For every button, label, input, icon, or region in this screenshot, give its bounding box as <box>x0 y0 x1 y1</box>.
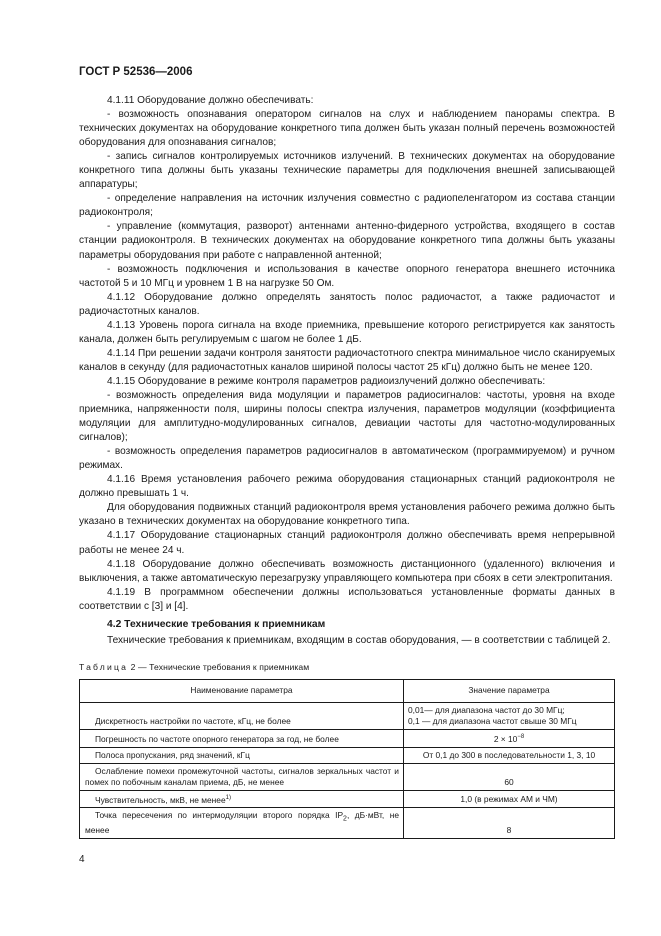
paragraph: 4.1.18 Оборудование должно обеспечивать возможность дистанционного (удаленного) включения и выключения, а также автоматическую перезагрузку управляющего компьютера при сбоях в сети электропитания. <box>79 558 615 584</box>
table-caption-word: Таблица <box>79 661 129 672</box>
value-cell <box>404 702 615 729</box>
table-row <box>80 729 615 747</box>
value-cell: 1,0 (в режимах АМ и ЧМ) <box>404 790 615 808</box>
value-cell: 60 <box>404 763 615 790</box>
page-number: 4 <box>79 854 85 865</box>
param-subscript: 2 <box>343 816 347 824</box>
param-text: Дискретность настройки по частоте, кГц, не более <box>95 715 291 726</box>
paragraph: 4.1.12 Оборудование должно определять занятость полос радиочастот, а также радиочастот и радиочастотных каналов. <box>79 291 615 317</box>
paragraph: 4.1.19 В программном обеспечении должны использоваться установленные форматы данных в соответствии с [3] и [4]. <box>79 586 615 612</box>
paragraph: - возможность определения вида модуляции и параметров радиосигналов: частоты, уровня на входе приемника, напряженности поля, ширины полосы спектра излучения, параметров модуляции (коэффициента модуляции для амплитудно-модулированных сигналов, девиации частоты для частотно-модулированных сигналов); <box>79 389 615 444</box>
value-line: 0,01— для диапазона частот до 30 МГц; <box>408 704 565 715</box>
value-exponent: −8 <box>517 733 525 740</box>
value-cell <box>404 729 615 747</box>
page-content <box>79 94 615 839</box>
param-text: Полоса пропускания, ряд значений, кГц <box>95 749 250 760</box>
paragraph: 4.1.11 Оборудование должно обеспечивать: <box>107 95 314 106</box>
column-header-parameter: Наименование параметра <box>80 679 404 702</box>
paragraph: - запись сигналов контролируемых источников излучений. В технических документах на оборудование конкретного типа должны быть указаны технические параметры для подключения внешней записывающей аппаратуры; <box>79 151 615 191</box>
paragraph: - возможность опознавания оператором сигналов на слух и наблюдением панорамы спектра. В технических документах на оборудование конкретного типа должен быть указан полный перечень возможностей оборудования для опознавания сигналов; <box>79 109 615 149</box>
param-cell <box>80 808 404 839</box>
table-row <box>80 763 615 790</box>
paragraph: - возможность определения параметров радиосигналов в автоматическом (программируемом) и ручном режимах. <box>79 446 615 472</box>
param-text: Чувствительность, мкВ, не менее <box>95 794 226 805</box>
paragraph: 4.1.15 Оборудование в режиме контроля параметров радиоизлучений должно обеспечивать: <box>107 375 546 387</box>
paragraph: Для оборудования подвижных станций радиоконтроля время установления рабочего режима должно быть указано в технических документах на оборудование конкретного типа. <box>79 502 615 528</box>
table-caption <box>79 660 615 674</box>
value-line: 0,1 — для диапазона частот свыше 30 МГц <box>408 715 577 726</box>
table-caption-text: 2 — Технические требования к приемникам <box>128 661 310 672</box>
table-row <box>80 747 615 763</box>
paragraph: 4.1.14 При решении задачи контроля занятости радиочастотного спектра минимальное число сканируемых каналов в секунду (для радиочастотных каналов шириной полосы частот 25 кГц) должно быть не менее 120. <box>79 347 615 373</box>
value-text: 2 × 10 <box>493 733 518 744</box>
document-header: ГОСТ Р 52536—2006 <box>79 66 193 78</box>
param-cell <box>80 702 404 729</box>
table-row <box>80 808 615 839</box>
section-heading: 4.2 Технические требования к приемникам <box>107 618 326 630</box>
paragraph: 4.1.13 Уровень порога сигнала на входе приемника, превышение которого регистрируется как занятость канала, должен быть регулируемым с шагом не более 1 дБ. <box>79 319 615 345</box>
table-header-row <box>80 679 615 702</box>
paragraph: 4.1.16 Время установления рабочего режима оборудования стационарных станций радиоконтроля не должно превышать 1 ч. <box>79 474 615 500</box>
param-cell <box>80 729 404 747</box>
value-cell: От 0,1 до 300 в последовательности 1, 3, 10 <box>404 747 615 763</box>
value-cell: 8 <box>404 808 615 839</box>
paragraph: - возможность подключения и использования в качестве опорного генератора внешнего источника частотой 5 и 10 МГц и уровнем 1 В на нагрузке 50 Ом. <box>79 263 615 289</box>
paragraph: - определение направления на источник излучения совместно с радиопеленгатором из состава станции радиоконтроля; <box>79 193 615 219</box>
param-text: Ослабление помехи промежуточной частоты, сигналов зеркальных частот и помех по побочным каналам приема, дБ, не менее <box>85 765 399 787</box>
param-cell <box>80 763 404 790</box>
param-cell <box>80 790 404 808</box>
param-cell <box>80 747 404 763</box>
table-row <box>80 790 615 808</box>
param-text: Погрешность по частоте опорного генератора за год, не более <box>95 733 339 744</box>
section-paragraph: Технические требования к приемникам, входящим в состав оборудования, — в соответствии с таблицей 2. <box>107 634 611 646</box>
param-text: Точка пересечения по интермодуляции второго порядка IP <box>95 810 344 821</box>
footnote-mark: 1) <box>225 794 231 801</box>
paragraph: 4.1.17 Оборудование стационарных станций радиоконтроля должно обеспечивать время непрерывной работы не менее 24 ч. <box>79 530 615 556</box>
table-row <box>80 702 615 729</box>
requirements-table <box>79 679 615 839</box>
param-text-tail: , дБ·мВт, не менее <box>85 810 399 836</box>
paragraph: - управление (коммутация, разворот) антеннами антенно-фидерного устройства, входящего в состав станции радиоконтроля. В технических документах на оборудование конкретного типа должны быть указаны параметры оборудования при работе с направленной антенной; <box>79 221 615 261</box>
column-header-value: Значение параметра <box>404 679 615 702</box>
